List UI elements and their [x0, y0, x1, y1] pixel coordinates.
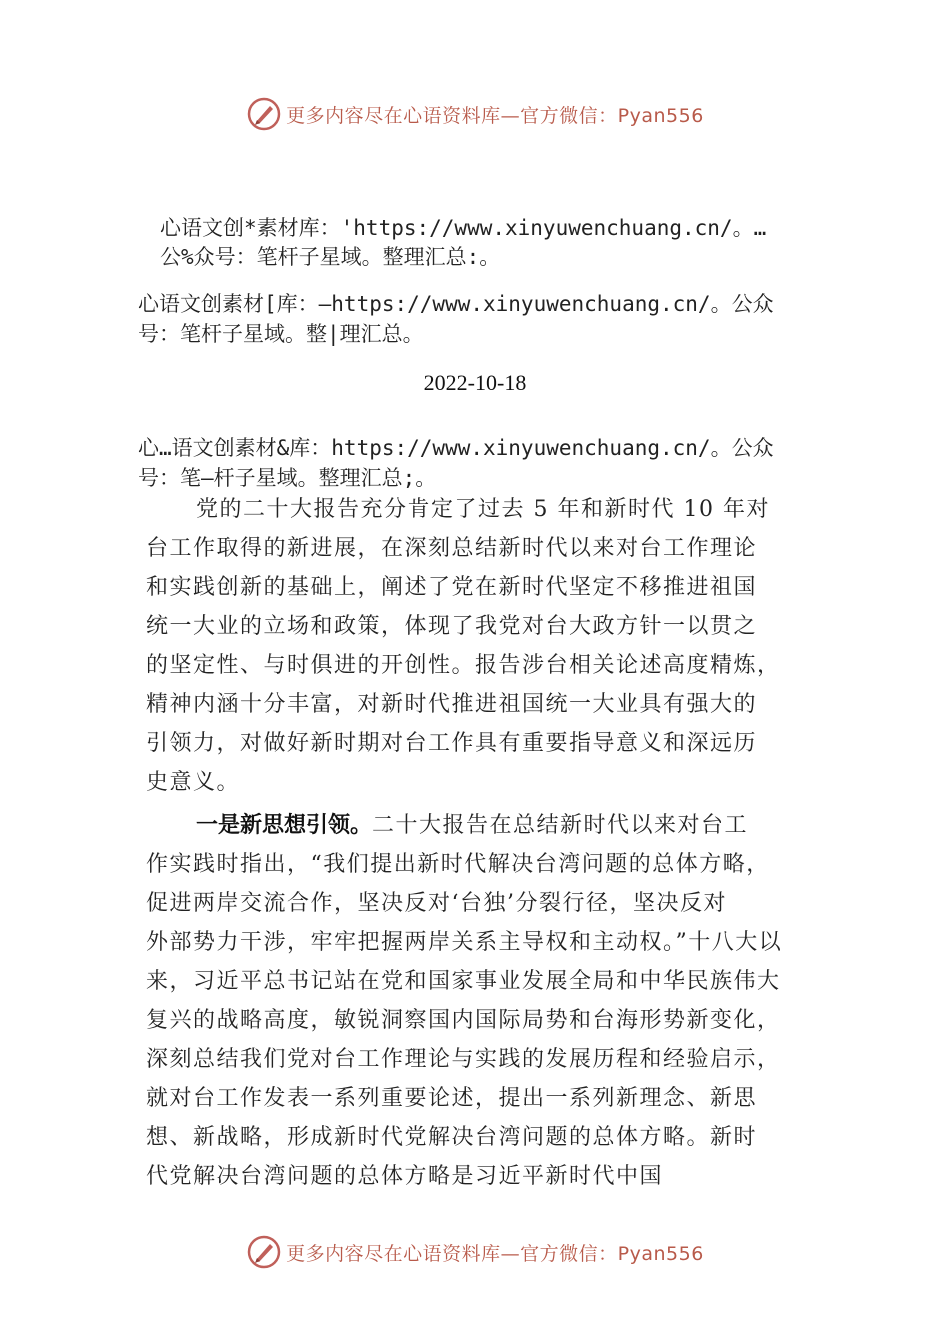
paragraph-line: 引领力，对做好新时期对台工作具有重要指导意义和深远历 [146, 731, 758, 756]
watermark-line-1: 心语文创*素材库：'https://www.xinyuwenchuang.cn/。… [160, 216, 767, 240]
paragraph-line: 促进两岸交流合作，坚决反对‘台独’分裂行径，坚决反对 [146, 891, 727, 916]
watermark-line-3: 心语文创素材[库：—https://www.xinyuwenchuang.cn/。公众 [138, 292, 774, 316]
watermark-line-4: 号：笔杆子星域。整|理汇总。 [138, 322, 424, 346]
paragraph-line: 就对台工作发表一系列重要论述，提出一系列新理念、新思 [146, 1086, 758, 1111]
paragraph-line: 和实践创新的基础上，阐述了党在新时代坚定不移推进祖国 [146, 575, 758, 600]
paragraph-line: 代党解决台湾问题的总体方略是习近平新时代中国 [146, 1164, 664, 1189]
watermark-line-5: 心…语文创素材&库：https://www.xinyuwenchuang.cn/。公众 [138, 436, 774, 460]
banner-wechat-id: Pyan556 [617, 104, 704, 127]
watermark-line-2: 公%众号：笔杆子星域。整理汇总:。 [160, 245, 501, 269]
paragraph-line: 台工作取得的新进展，在深刻总结新时代以来对台工作理论 [146, 536, 758, 561]
paragraph-lead-rest: 二十大报告在总结新时代以来对台工 [372, 813, 749, 838]
paragraph-line: 作实践时指出，“我们提出新时代解决台湾问题的总体方略， [146, 852, 770, 877]
paragraph-line: 的坚定性、与时俱进的开创性。报告涉台相关论述高度精炼， [146, 653, 781, 678]
paragraph-line: 精神内涵十分丰富，对新时代推进祖国统一大业具有强大的 [146, 692, 758, 717]
paragraph-line: 党的二十大报告充分肯定了过去 5 年和新时代 10 年对 [196, 497, 770, 522]
paragraph-line: 深刻总结我们党对台工作理论与实践的发展历程和经验启示， [146, 1047, 781, 1072]
banner-wechat-id: Pyan556 [617, 1242, 704, 1265]
fountain-pen-logo-icon [246, 96, 282, 132]
footer-banner [0, 1232, 950, 1272]
fountain-pen-logo-icon [246, 1234, 282, 1270]
banner-label: 更多内容尽在心语资料库—官方微信： [286, 104, 618, 127]
paragraph-lead-heading: 一是新思想引领。 [196, 813, 373, 838]
banner-text [286, 101, 704, 128]
paragraph-line: 复兴的战略高度，敏锐洞察国内国际局势和台海形势新变化， [146, 1008, 781, 1033]
banner-label: 更多内容尽在心语资料库—官方微信： [286, 1242, 618, 1265]
paragraph-line: 来，习近平总书记站在党和国家事业发展全局和中华民族伟大 [146, 969, 781, 994]
paragraph-line: 统一大业的立场和政策，体现了我党对台大政方针一以贯之 [146, 614, 758, 639]
paragraph-line: 想、新战略，形成新时代党解决台湾问题的总体方略。新时 [146, 1125, 758, 1150]
document-date: 2022-10-18 [423, 370, 527, 395]
paragraph-line: 史意义。 [146, 770, 241, 795]
banner-text [286, 1239, 704, 1266]
paragraph-line [196, 808, 748, 839]
header-banner [0, 94, 950, 134]
watermark-line-6: 号：笔—杆子星域。整理汇总;。 [138, 466, 437, 490]
paragraph-line: 外部势力干涉，牢牢把握两岸关系主导权和主动权。”十八大以 [146, 930, 783, 955]
